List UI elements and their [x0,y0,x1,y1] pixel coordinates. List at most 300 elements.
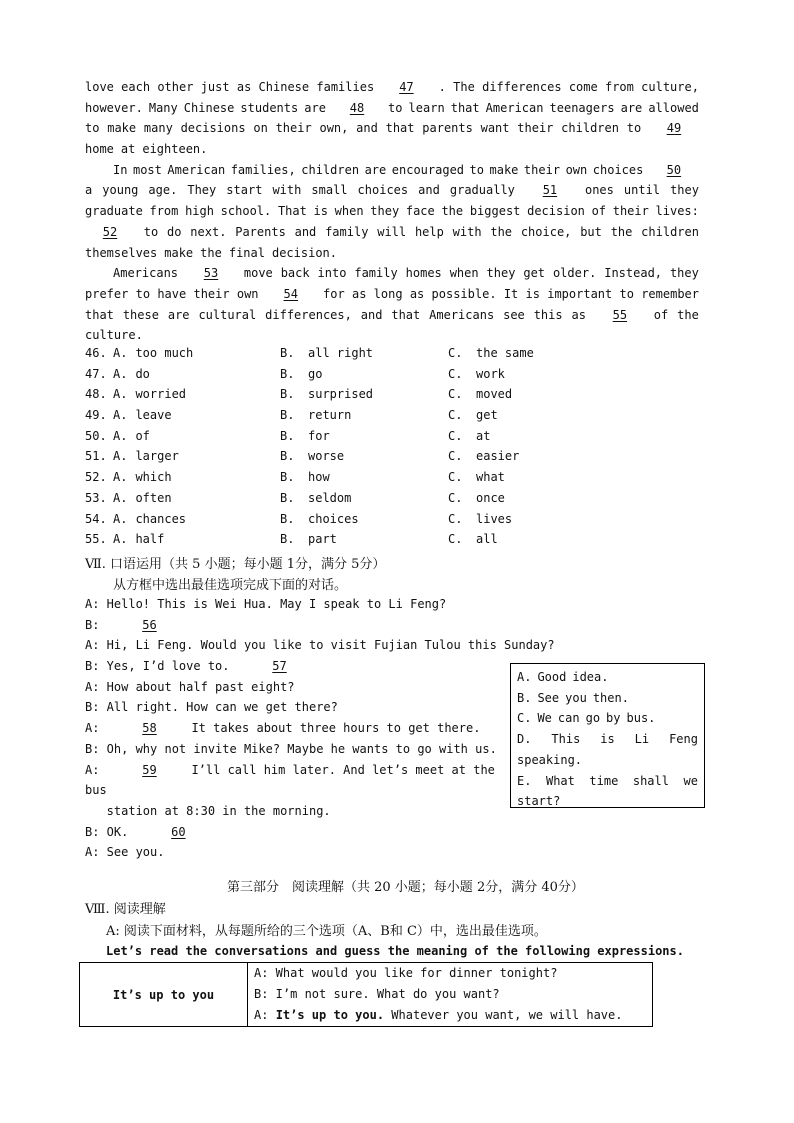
dialogue-text: A: [85,721,100,736]
passage-word: age. [148,183,178,198]
passage-word: teenagers [549,100,615,115]
option-b: B. [280,511,295,526]
passage-word: long [373,286,403,301]
option-c-text: what [476,470,505,485]
choice-word: We [537,711,552,726]
option-a-text: often [135,490,172,505]
passage-line [85,305,699,326]
passage-word: just [200,80,230,94]
bold-intro: Let’s read the conversations and guess the meaning of the following expressions. [106,944,684,958]
option-b-text: how [308,470,330,485]
option-a-text [113,367,150,381]
option-b-text: go [308,366,323,381]
option-c: C. [448,470,463,485]
option-c-text: get [476,408,498,423]
option-num: 50. [85,428,107,443]
passage-word: from [604,80,634,94]
passage-word: ones [584,183,614,198]
dialogue-line [85,635,555,656]
option-a-label: A. [113,387,128,402]
passage-word: The [453,80,475,94]
expression-conversation [248,963,653,1027]
dialogue-text: B: [85,617,100,632]
passage-word: as [571,307,586,322]
passage-line [85,180,699,201]
option-a-text [113,470,172,484]
passage-word: until [623,183,661,198]
passage-word: is [313,204,328,219]
answer-blank: 55 [612,307,628,322]
passage-word: into [317,266,347,281]
dialogue-text: B: Yes, I’d love to. [85,659,230,674]
conversation-line [254,1005,646,1026]
passage-word: get [523,266,546,281]
passage-word: families [316,80,375,94]
choice-word: by [606,711,621,726]
option-a-text: worried [135,387,187,402]
option-b: B. [280,387,295,402]
passage-word: help [414,224,444,239]
option-b-text: for [308,428,330,443]
answer-blank: 47 [399,80,414,94]
answer-blank: 48 [349,100,365,115]
passage-word: Americans [429,307,495,322]
passage-word: themselves [85,245,158,260]
option-b: B. [280,490,295,505]
choice-line [517,750,698,771]
passage-word: own, [319,121,349,136]
choice-word: speaking. [517,752,583,767]
passage-line [85,160,699,181]
option-c-text: work [476,366,505,381]
option-b-text: all right [308,346,374,360]
passage-word: Parents [235,224,286,239]
passage-word: final [228,245,265,260]
passage-word: at [120,142,136,157]
answer-blank: 52 [102,224,118,239]
answer-blank: 54 [283,286,298,301]
option-b: B. [280,470,295,485]
option-b: B. [280,532,295,547]
passage-word: parents [422,121,473,136]
passage-word: are [620,100,643,115]
passage-word: and [360,307,383,322]
option-a-text: larger [135,449,179,464]
dialogue-text: bus [85,783,107,798]
passage-line [85,139,699,160]
passage-word: but [580,224,602,239]
option-c: C. [448,428,463,443]
option-num: 54. [85,511,107,526]
passage-word: will [377,224,407,239]
passage-word: start [226,183,263,198]
passage-word: back [280,266,310,281]
passage-word: biggest [469,204,521,219]
passage-word: family [354,266,398,281]
passage-word: for [323,286,345,301]
passage-word: the [490,224,513,239]
choice-line [517,708,698,729]
option-b: B. [280,366,295,381]
option-a-text [113,346,193,360]
choice-word: then. [592,690,629,705]
dialogue-text-after: It takes about three hours to get there. [191,721,481,736]
passage-word: are [304,100,326,115]
choice-word: can [557,711,580,726]
passage-word: In [113,162,128,177]
choice-word: D. [517,732,532,747]
choice-word: shall [632,773,669,788]
conversation-line: B: I’m not sure. What do you want? [254,987,500,1001]
passage-word: the [200,245,222,260]
passage-word: other [157,80,194,94]
dialogue-text: station at 8:30 in the morning. [85,803,331,818]
option-a-text: of [135,428,150,443]
option-a-text [113,408,172,422]
dialogue-line [85,677,505,698]
passage-word: possible. [431,286,497,301]
passage-word: have [157,286,187,301]
option-b-text: choices [308,511,359,526]
section-8-title: Ⅷ. 阅读理解 [85,902,166,917]
passage-word: families, [230,162,296,177]
option-num: 52. [85,470,107,485]
passage-word: decisions [180,121,246,136]
choice-word: Good [537,670,567,684]
choice-word: go [585,711,601,726]
option-a-label: A. [113,490,128,505]
expression-phrase: It’s up to you [80,963,248,1027]
answer-blank: 51 [542,183,558,198]
passage-word: Chinese [183,100,235,115]
passage-word: and [294,224,317,239]
option-b-text: surprised [308,387,374,402]
choice-word: Feng [669,732,698,747]
passage-word: to [469,162,484,177]
conversation-line: A: What would you like for dinner tonight? [254,966,558,980]
option-a-text [113,387,186,401]
option-a-text: which [135,470,172,485]
choice-line [517,667,698,688]
option-b-text: worse [308,449,345,464]
choice-word: This [551,732,581,747]
conversation-bold-phrase: It’s up to you. [275,1008,385,1022]
conversation-speaker: A: [254,1008,269,1022]
dialogue-line [85,760,505,781]
option-c: C. [448,346,463,360]
passage-word: lives: [655,204,699,219]
passage-word: as [409,286,425,301]
passage-word: Chinese [258,80,310,94]
choice-line [517,688,698,709]
choice-word: Li [634,732,650,747]
passage-word: this [533,307,563,322]
passage-word: to [143,224,159,239]
choice-word: idea. [572,670,609,684]
passage-line [85,325,699,346]
passage-word: American [167,162,226,177]
passage-word: own [565,162,588,177]
choice-word: B. [517,690,532,705]
passage-word: remember [641,286,699,301]
option-a-label: A. [113,408,128,423]
option-num: 51. [85,449,107,464]
option-num: 55. [85,532,107,547]
dialogue-text: B: All right. How can we get there? [85,700,338,715]
option-num: 46. [85,346,107,360]
passage-word: their [275,121,312,136]
passage-word: a [85,183,93,198]
option-a-label: A. [113,366,128,381]
option-c-text: the same [476,346,534,360]
dialogue-line [85,718,505,739]
option-a-text [113,532,164,546]
passage-word: when [449,266,479,281]
passage-word: prefer [85,286,129,301]
passage-word: they [670,183,699,198]
choice-word: See [537,690,560,705]
dialogue-line [85,739,505,760]
option-c-text: once [476,490,505,505]
option-a-text: do [135,366,150,381]
passage-word: encouraged [391,162,465,177]
passage-word: the [677,307,699,322]
dialogue-blank: 58 [142,721,157,736]
passage-word: to [619,286,634,301]
option-c-text: easier [476,449,520,464]
choice-word: you [565,690,587,705]
passage-word: school. [220,204,272,219]
option-c-text: all [476,532,498,547]
choice-word: we [683,773,698,788]
passage-word: that [85,307,114,322]
passage-word: as [351,286,367,301]
passage-word: decision [527,204,585,219]
passage-word: culture, [641,80,699,94]
passage-word: on [253,121,268,136]
passage-word: make [489,162,519,177]
passage-word: older. [552,266,597,281]
option-b: B. [280,428,295,443]
passage-word: homes [405,266,442,281]
passage-word: do [167,224,182,239]
passage-word: the [610,224,633,239]
passage-word: of [591,204,607,219]
dialogue-line [85,615,505,636]
reading-instruction: A: 阅读下面材料，从每题所给的三个选项（A、B和 C）中，选出最佳选项。 [106,924,547,939]
passage-word: gradually [449,183,515,198]
passage-word: their [193,286,230,301]
passage-word: students [240,100,299,115]
option-c-text: at [476,428,491,443]
dialogue-blank: 56 [142,617,157,632]
passage-line [85,263,699,284]
option-num: 47. [85,366,107,381]
passage-word: from [149,204,179,219]
passage-word: American [485,100,544,115]
answer-blank: 53 [203,266,219,281]
passage-word: with [272,183,302,198]
passage-word: children [301,162,360,177]
option-c: C. [448,408,463,423]
passage-word: That [277,204,307,219]
choice-line [517,729,698,750]
option-a-label: A. [113,428,128,443]
passage-word: differences [482,80,562,94]
dialogue-line [85,842,505,863]
passage-word: each [121,80,151,94]
passage-word: want [480,121,510,136]
option-num: 53. [85,490,107,505]
expression-table [79,962,653,1027]
passage-word: they [669,266,699,281]
passage-word: young [102,183,139,198]
passage-word: of [653,307,669,322]
option-a-label: A. [113,511,128,526]
option-c: C. [448,490,463,505]
passage-line [85,201,699,222]
passage-word: is [525,286,540,301]
passage-word: are [364,162,387,177]
passage-word: however. [85,100,143,115]
passage-word: their [523,162,561,177]
passage-word: Americans [113,266,179,281]
choice-word: time [589,773,619,788]
section-7-instruction: 从方框中选出最佳选项完成下面的对话。 [113,578,348,593]
passage-word: make [164,245,194,260]
passage-word: when [334,204,364,219]
option-a-text [113,512,186,526]
passage-word: It [503,286,519,301]
dialogue-line [85,594,505,615]
option-c: C. [448,532,463,547]
passage-line [85,284,699,305]
passage-word: eighteen. [142,142,208,157]
passage-word: allowed [648,100,699,115]
passage-word: high [185,204,214,219]
choices-box [510,663,705,808]
option-a-label: A. [113,346,128,360]
passage-word: choice, [520,224,572,239]
dialogue-text: A: [85,762,100,777]
passage-word: their [517,121,554,136]
dialogue-text-after: I’ll call him later. And let’s meet at the [191,762,495,777]
passage-word: small [311,183,348,198]
dialogue-text: B: OK. [85,824,129,839]
passage-word: these [122,307,159,322]
passage-word: cultural [198,307,257,322]
choice-word: C. [517,711,532,726]
passage-line [85,243,699,264]
passage-word: most [132,162,162,177]
passage-word: the [441,204,464,219]
passage-word: They [187,183,217,198]
option-b: B. [280,346,295,360]
choice-word: is [600,732,615,747]
part3-title: 第三部分 阅读理解（共 20 小题；每小题 2分，满分 40分） [227,880,584,895]
dialogue-text: A: See you. [85,845,165,860]
passage-word: culture. [85,328,143,343]
passage-word: choices [357,183,409,198]
dialogue-line [85,656,505,677]
passage-word: with [452,224,482,239]
passage-word: children [561,121,619,136]
passage-word: . [438,80,446,94]
passage-word: graduate [85,204,143,219]
option-c-text: lives [476,511,513,526]
cloze-passage [85,77,699,346]
passage-word: choices [592,162,644,177]
option-c-text: moved [476,387,513,402]
choice-word: A. [517,670,532,684]
option-a-text: half [135,532,165,547]
option-c: C. [448,449,463,464]
dialogue-line [85,780,505,801]
passage-word: many [143,121,173,136]
passage-word: they [370,204,400,219]
passage-word: home [85,142,114,157]
answer-blank: 49 [666,121,682,136]
conversation-rest: Whatever you want, we will have. [391,1008,623,1022]
passage-word: and [356,121,378,136]
passage-word: to [626,121,642,136]
passage-word: see [503,307,525,322]
passage-word: Many [148,100,178,115]
passage-word: that [385,121,415,136]
option-b: B. [280,449,295,464]
passage-word: to [388,100,403,115]
passage-line [85,222,699,243]
option-c: C. [448,387,463,402]
option-a-text [113,449,179,463]
option-b-text: seldom [308,490,352,505]
dialogue-blank: 59 [142,762,157,777]
passage-word: to [85,121,100,136]
section-7-title: Ⅶ. 口语运用（共 5 小题；每小题 1分，满分 5分） [85,557,386,572]
option-a-label: A. [113,449,128,464]
dialogue-text: B: Oh, why not invite Mike? Maybe he wants to go with us. [85,741,497,756]
choice-word: E. [517,773,532,788]
passage-word: they [486,266,516,281]
option-b: B. [280,408,295,423]
passage-word: to [135,286,151,301]
passage-line [85,77,699,98]
choice-word: start? [517,794,561,809]
passage-word: next. [190,224,227,239]
option-b-text: part [308,532,337,547]
option-c: C. [448,511,463,526]
passage-word: love [85,80,114,94]
passage-word: that [450,100,480,115]
passage-word: and [418,183,440,198]
dialogue-text: A: How about half past eight? [85,679,295,694]
passage-word: family [325,224,369,239]
passage-word: face [405,204,435,219]
dialogue-text: A: Hi, Li Feng. Would you like to visit Fujian Tulou this Sunday? [85,638,555,653]
option-a-text: too much [135,346,194,360]
dialogue-line [85,822,505,843]
dialogue-blank: 60 [171,824,186,839]
passage-word: are [167,307,190,322]
passage-word: come [568,80,598,94]
option-a-text: leave [135,408,172,423]
option-b-text: return [308,408,352,423]
passage-word: children [641,224,699,239]
option-a-text [113,491,172,505]
passage-word: Instead, [604,266,663,281]
dialogue-text: A: Hello! This is Wei Hua. May I speak to Li Feng? [85,597,447,611]
answer-blank: 50 [666,162,682,177]
